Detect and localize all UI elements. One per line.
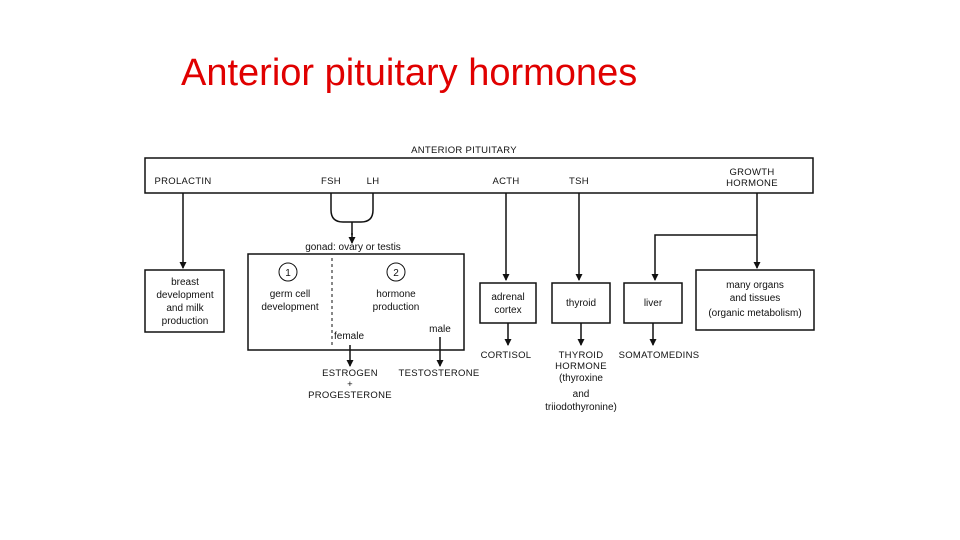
germ-cell-line2: development [261,302,319,313]
thyroid-label: thyroid [565,298,597,309]
adrenal-line2: cortex [494,305,522,316]
arrow-growth-to-liver [655,235,757,280]
hormone-prod-line1: hormone [376,289,416,300]
adrenal-line1: adrenal [491,292,525,303]
hormone-prod-line2: production [372,302,420,313]
brace-fsh-lh [331,193,373,235]
diagram-header: ANTERIOR PITUITARY [411,145,517,156]
product-testosterone: TESTOSTERONE [398,368,480,379]
product-estrogen: ESTROGEN [322,368,378,379]
breast-line3: and milk [166,303,204,314]
organs-line1: many organs [726,280,784,291]
product-thyroid-hormone-line2: HORMONE [555,361,607,372]
product-thyroid-hormone-line5: triiodothyronine) [545,402,617,413]
product-plus: + [347,379,353,390]
hormone-tsh: TSH [569,176,589,187]
hormone-lh: LH [366,176,380,187]
slide-title: Anterior pituitary hormones [181,52,638,94]
product-thyroid-hormone-line3: (thyroxine [559,373,603,384]
hormone-growth-line2: HORMONE [726,178,778,189]
female-label: female [334,331,365,342]
liver-label: liver [643,298,663,309]
hormone-prolactin: PROLACTIN [154,176,212,187]
hormone-growth-line1: GROWTH [729,167,775,178]
gonad-label: gonad: ovary or testis [305,242,401,253]
gonad-num-1: 1 [285,268,291,279]
product-thyroid-hormone-line4: and [572,389,590,400]
product-somatomedins: SOMATOMEDINS [618,350,700,361]
organs-line3: (organic metabolism) [708,308,802,319]
adrenal-box [480,283,536,323]
anterior-pituitary-bar [145,158,813,193]
hormone-acth: ACTH [492,176,520,187]
male-label: male [429,324,451,335]
gonad-num-2: 2 [393,268,399,279]
organs-line2: and tissues [729,293,781,304]
breast-line1: breast [171,277,199,288]
hormone-fsh: FSH [321,176,341,187]
breast-line4: production [161,316,209,327]
product-thyroid-hormone-line1: THYROID [558,350,604,361]
breast-line2: development [156,290,214,301]
product-cortisol: CORTISOL [480,350,532,361]
germ-cell-line1: germ cell [269,289,311,300]
product-progesterone: PROGESTERONE [308,390,392,401]
